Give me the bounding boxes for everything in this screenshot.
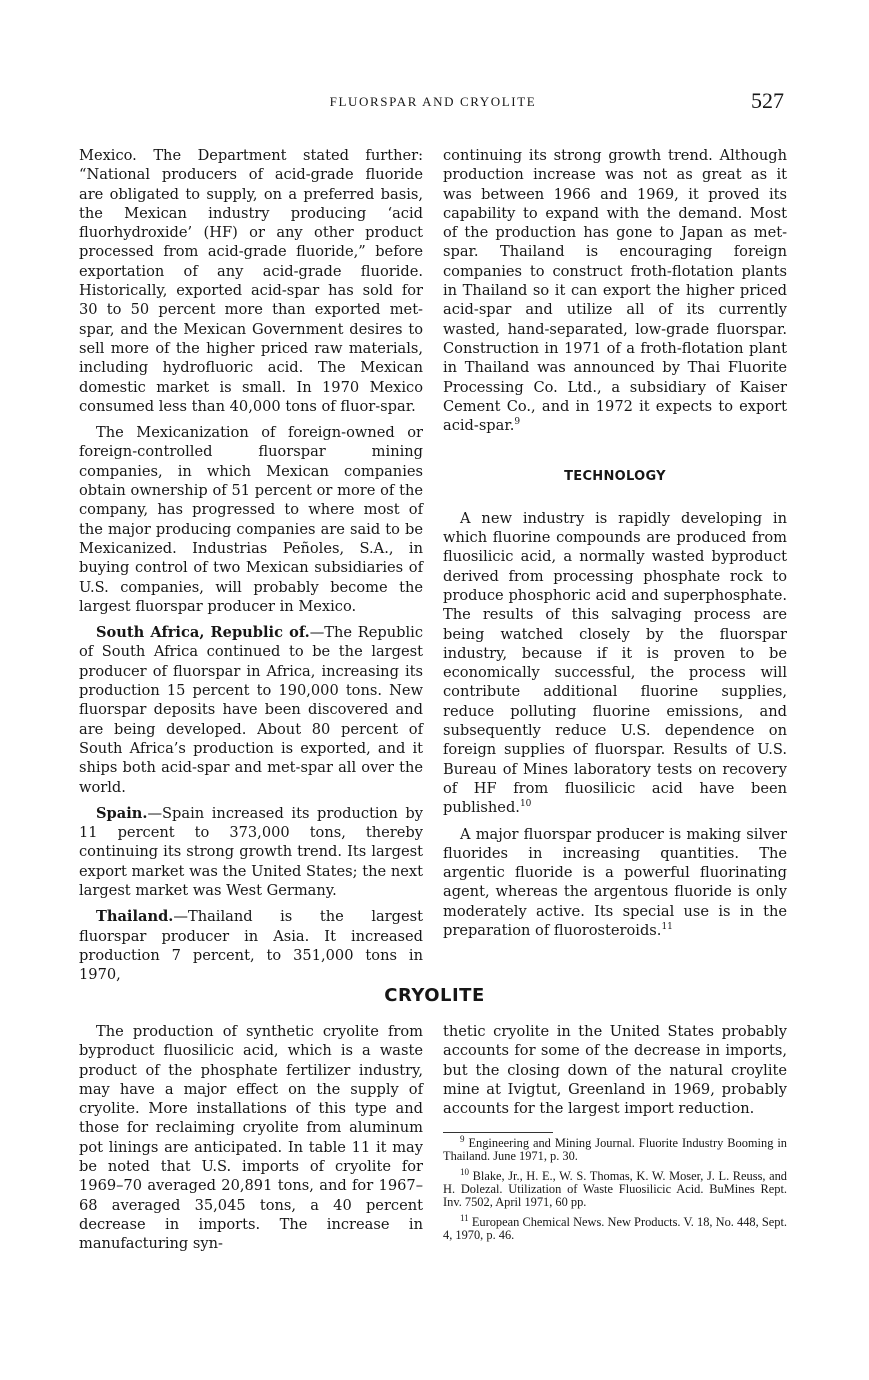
running-title: FLUORSPAR AND CRYOLITE [329,94,537,109]
paragraph-mexicanization: The Mexicanization of foreign-owned or foreign-controlled fluorspar mining companies, in which Mexican companies obtain ownership of 51 percent or more of the company, has progressed to where most of the major producing companies are said to be Mexicanized. Industrias Peñoles, S.A., in buying control of two Mexican subsidiaries of U.S. companies, will probably become the largest fluorspar producer in Mexico. [79,424,423,615]
footnote-divider [443,1132,553,1133]
page-number: 527 [751,88,784,113]
text-technology-fluosilicic: A new industry is rapidly developing in which fluorine compounds are produced from fluosilicic acid, a normally wasted byproduct derived from processing phosphate rock to produce phosphoric acid and superphosphate. The results of this salvaging process are being watched closely by the fluorspar industry, because if it is proven to be economically successful, the process will contribute additional fluorine supplies, reduce polluting fluorine emissions, and subsequently reduce U.S. dependence on foreign supplies of fluorspar. Results of U.S. Bureau of Mines laboratory tests on recovery of HF from fluosilicic acid have been published. [443,509,787,817]
footnote-number: 10 [460,1167,469,1178]
footnotes [443,1134,787,1243]
text-south-africa: —The Republic of South Africa continued to be the largest producer of fluorspar in Africa, increasing its production 15 percent to 190,000 tons. New fluorspar deposits have been discovered and are being developed. About 80 percent of South Africa’s production is exported, and it ships both acid-spar and met-spar all over the world. [79,624,423,796]
run-in-thailand: Thailand. [96,908,174,926]
paragraph-spain [79,804,423,900]
paragraph-thailand-continued [443,146,787,435]
footnote-ref-9: 9 [514,417,521,428]
page-header [80,86,786,120]
paragraph-technology-fluosilicic [443,509,787,818]
footnote-number: 9 [460,1134,465,1145]
footnote-ref-10: 10 [519,799,532,810]
paragraph-cryolite-production: The production of synthetic cryolite from byproduct fluosilicic acid, which is a waste product of the phosphate fertilizer industry, may have a major effect on the supply of cryolite. More installations of this type and those for reclaiming cryolite from aluminum pot linings are anticipated. In table 11 it may be noted that U.S. imports of cryolite for 1969–70 averaged 20,891 tons, and for 1967–68 averaged 35,045 tons, a 40 percent decrease in imports. The increase in manufacturing syn- [79,1023,423,1253]
footnote-10 [443,1167,787,1210]
footnote-text: Engineering and Mining Journal. Fluorite Industry Booming in Thailand. June 1971, p. 30. [443,1136,787,1164]
cryolite-left-column [79,1022,423,1261]
paragraph-technology-silver-fluorides [443,825,787,941]
footnote-text: European Chemical News. New Products. V. 18, No. 448, Sept. 4, 1970, p. 46. [443,1215,787,1243]
footnote-number: 11 [460,1213,469,1224]
upper-right-column [443,146,787,947]
technology-heading: TECHNOLOGY [564,469,666,485]
text-spain: —Spain increased its production by 11 percent to 373,000 tons, thereby continuing its strong growth trend. Its largest export market was the United States; the next largest market was West Germany. [79,804,423,899]
cryolite-right-column [443,1022,787,1249]
paragraph-thailand [79,907,423,984]
upper-left-column [79,146,423,991]
text-technology-silver-fluorides: A major fluorspar producer is making silver fluorides in increasing quantities. The argentic fluoride is a powerful fluorinating agent, whereas the argentous fluoride is only moderately active. Its special use is in the preparation of fluorosteroids. [443,825,787,939]
cryolite-heading: CRYOLITE [384,985,485,1006]
run-in-spain: Spain. [96,804,148,822]
footnote-ref-11: 11 [661,922,673,933]
paragraph-mexico-continued: Mexico. The Department stated further: “National producers of acid-grade fluoride are obligated to supply, on a preferred basis, the Mexican industry producing ‘acid fluorhydroxide’ (HF) or any other product processed from acid-grade fluoride,” before exportation of any acid-grade fluoride. Historically, exported acid-spar has sold for 30 to 50 percent more than exported met-spar, and the Mexican Government desires to sell more of the higher priced raw materials, including hydrofluoric acid. The Mexican domestic market is small. In 1970 Mexico consumed less than 40,000 tons of fluor-spar. [79,147,423,415]
footnote-9 [443,1134,787,1164]
footnote-11 [443,1213,787,1243]
run-in-south-africa: South Africa, Republic of. [96,624,310,642]
paragraph-cryolite-continued: thetic cryolite in the United States probably accounts for some of the decrease in imports, but the closing down of the natural croylite mine at Ivigtut, Greenland in 1969, probably accounts for the largest import reduction. [443,1023,787,1118]
text-thailand-continued: continuing its strong growth trend. Although production increase was not as great as it was between 1966 and 1969, it proved its capability to expand with the demand. Most of the production has gone to Japan as met-spar. Thailand is encouraging foreign companies to construct froth-flotation plants in Thailand so it can export the higher priced acid-spar and utilize all of its currently wasted, hand-separated, low-grade fluorspar. Construction in 1971 of a froth-flotation plant in Thailand was announced by Thai Fluorite Processing Co. Ltd., a subsidiary of Kaiser Cement Co., and in 1972 it expects to export acid-spar. [443,147,787,435]
text-thailand: —Thailand is the largest fluorspar producer in Asia. It increased production 7 percent, to 351,000 tons in 1970, [79,908,423,984]
paragraph-south-africa [79,623,423,797]
footnote-text: Blake, Jr., H. E., W. S. Thomas, K. W. Moser, J. L. Reuss, and H. Dolezal. Utilization of Waste Fluosilicic Acid. BuMines Rept. Inv. 7502, April 1971, 60 pp. [443,1169,787,1210]
